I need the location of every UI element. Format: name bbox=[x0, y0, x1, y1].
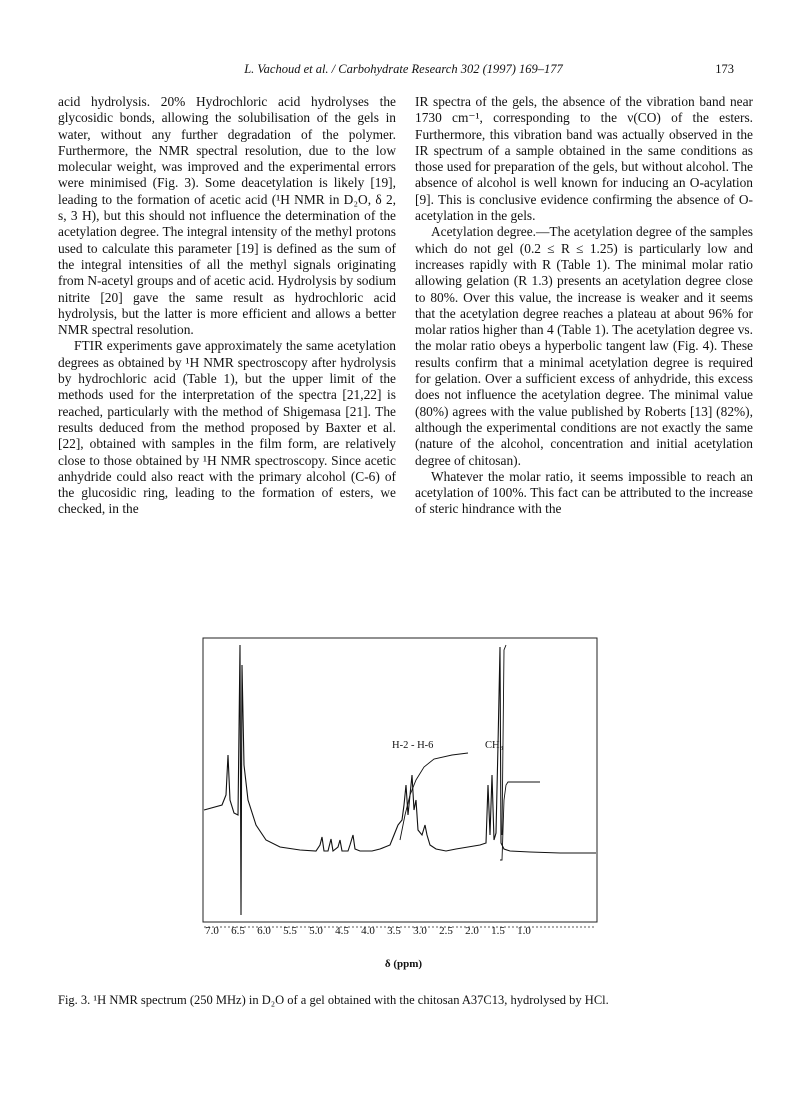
x-tick-label: 2.5 bbox=[439, 925, 453, 937]
x-tick-label: 4.5 bbox=[335, 925, 349, 937]
figure-caption: Fig. 3. ¹H NMR spectrum (250 MHz) in D₂O of a gel obtained with the chitosan A37C13, hydrolysed by HCl. bbox=[58, 993, 609, 1007]
annotation-ch3: CH₃ bbox=[485, 740, 504, 751]
paragraph: Acetylation degree.—The acetylation degree of the samples which do not gel (0.2 ≤ R ≤ 1.25) is particularly low and increases rapidly with R (Table 1). The minimal molar ratio allowing gelation (R 1.3) presents an acetylation degree close to 80%. Over this value, the increase is weaker and it seems that the acetylation degree reaches a plateau at about 96% for molar ratios higher than 4 (Table 1). The acetylation degree vs. the molar ratio obeys a hyperbolic tangent law (Fig. 4). These results confirm that a minimal acetylation degree is required for gelation. Over a sufficient excess of anhydride, this excess does not influence the acetylation degree. The minimal value (80%) agrees with the value published by Roberts [13] (82%), although the experimental conditions are not exactly the same (nature of the alcohol, concentration and initial acetylation degree of chitosan). bbox=[415, 224, 753, 468]
nmr-spectrum-figure bbox=[200, 635, 600, 955]
paragraph: FTIR experiments gave approximately the same acetylation degrees as obtained by ¹H NMR spectroscopy after hydrolysis by hydrochloric acid (Table 1), but the upper limit of the methods used for the interpretation of the spectra [21,22] is reached, particularly with the method of Shigemasa [21]. The results deduced from the method proposed by Baxter et al. [22], obtained with samples in the film form, are relatively close to those obtained by ¹H NMR spectroscopy. Since acetic anhydride could also react with the primary alcohol (C-6) of the glucosidic ring, leading to the formation of esters, we checked, in the bbox=[58, 338, 396, 517]
x-axis-label: δ (ppm) bbox=[384, 958, 423, 970]
annotation-h2-h6: H-2 - H-6 bbox=[392, 740, 434, 751]
spectrum-trace bbox=[204, 645, 596, 915]
paragraph: IR spectra of the gels, the absence of the vibration band near 1730 cm⁻¹, corresponding to the ν(CO) of the esters. Furthermore, this vibration band was actually observed in the IR spectrum of a sample obtained in the same conditions as those used for preparation of the gels, but without alcohol. The absence of alcohol is well known for inducing an O-acylation [9]. This is conclusive evidence confirming the absence of O-acetylation in the gels. bbox=[415, 94, 753, 224]
x-tick-labels bbox=[200, 925, 600, 941]
journal-citation: L. Vachoud et al. / Carbohydrate Research 302 (1997) 169–177 bbox=[244, 62, 563, 76]
page-number: 173 bbox=[715, 62, 734, 76]
x-tick-label: 3.0 bbox=[413, 925, 427, 937]
x-tick-label: 5.0 bbox=[309, 925, 323, 937]
x-tick-label: 6.5 bbox=[231, 925, 245, 937]
plot-frame bbox=[203, 638, 597, 922]
running-header bbox=[0, 62, 807, 82]
x-tick-label: 3.5 bbox=[387, 925, 401, 937]
x-tick-label: 2.0 bbox=[465, 925, 479, 937]
nmr-spectrum-plot bbox=[200, 635, 600, 935]
x-tick-label: 4.0 bbox=[361, 925, 375, 937]
paragraph: acid hydrolysis. 20% Hydrochloric acid hydrolyses the glycosidic bonds, allowing the solubilisation of the gels in water, without any further degradation of the polymer. Furthermore, the NMR spectral resolution, due to the low molecular weight, was improved and the experimental errors were minimised (Fig. 3). Some deacetylation is likely [19], leading to the formation of acetic acid (¹H NMR in D₂O, δ 2, s, 3 H), but this should not influence the determination of the acetylation degree. The integral intensity of the methyl protons used to calculate this parameter [19] is defined as the sum of the integral intensities of all the methyl signals originating from N-acetyl groups and of acetic acid. Hydrolysis by sodium nitrite [20] gave the same result as hydrochloric acid hydrolysis, but the latter is more efficient and allows a better NMR spectral resolution. bbox=[58, 94, 396, 338]
paragraph: Whatever the molar ratio, it seems impossible to reach an acetylation of 100%. This fact can be attributed to the increase of steric hindrance with the bbox=[415, 468, 753, 517]
integral-step bbox=[500, 782, 540, 860]
x-tick-label: 7.0 bbox=[205, 925, 219, 937]
x-tick-label: 5.5 bbox=[283, 925, 297, 937]
right-column bbox=[415, 94, 753, 518]
x-tick-label: 1.5 bbox=[491, 925, 505, 937]
x-tick-label: 1.0 bbox=[517, 925, 531, 937]
x-tick-label: 6.0 bbox=[257, 925, 271, 937]
left-column bbox=[58, 94, 396, 518]
